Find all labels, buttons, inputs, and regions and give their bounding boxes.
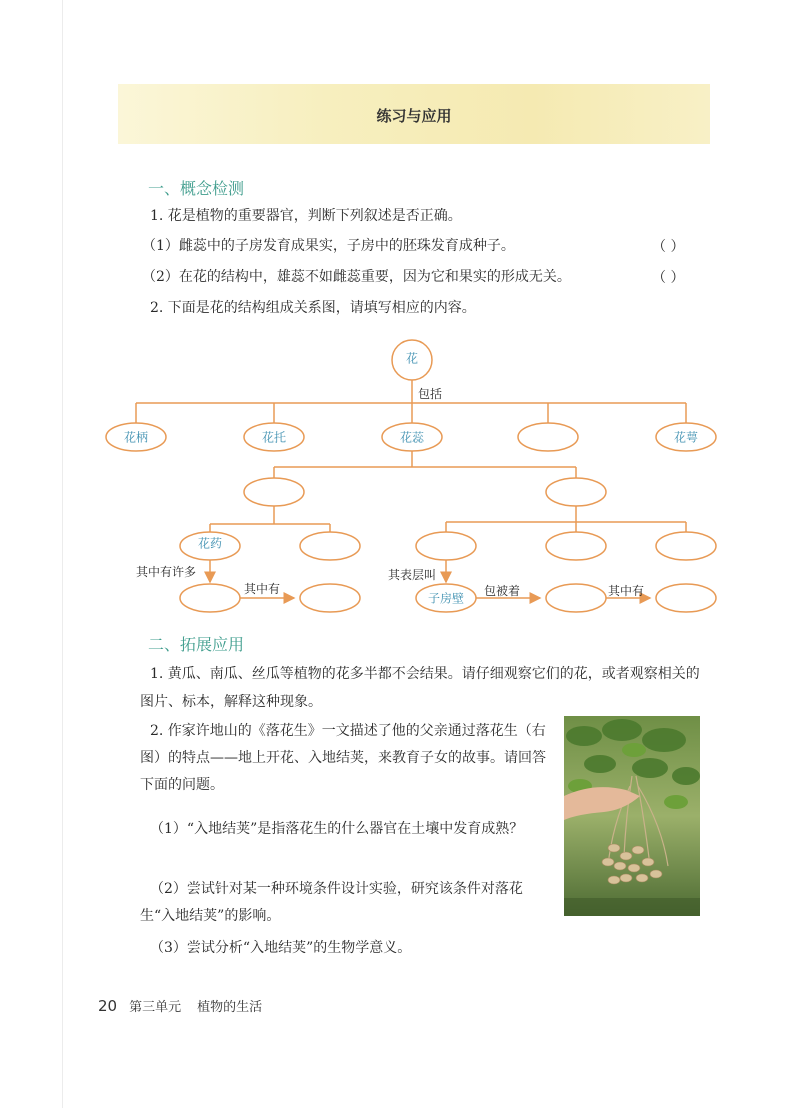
- node-blank-stamen: [244, 478, 304, 506]
- answer-blank-2: （ ）: [652, 270, 685, 286]
- answer-blank-1: （ ）: [652, 239, 685, 255]
- node-blank-pollen: [180, 584, 240, 612]
- node-blank-stigma: [656, 532, 716, 560]
- extension-question-2-3: （3）尝试分析“入地结荚”的生物学意义。: [150, 940, 412, 956]
- node-blank-1: [518, 423, 578, 451]
- node-blank-ovary: [416, 532, 476, 560]
- node-blank-filament: [300, 532, 360, 560]
- node-blank-pistil: [546, 478, 606, 506]
- extension-question-2-2: （2）尝试针对某一种环境条件设计实验，研究该条件对落花生“入地结荚”的影响。: [140, 881, 523, 924]
- page-title: 练习与应用: [376, 107, 452, 125]
- section-heading-extended-application: 二、拓展应用: [148, 635, 245, 654]
- section-heading-concept-check: 一、概念检测: [148, 179, 245, 198]
- unit-name: 第三单元: [129, 1000, 182, 1015]
- node-label-flower-stalk: 花柄: [123, 430, 149, 445]
- label-includes: 包括: [418, 387, 443, 401]
- node-label-ovary-wall: 子房壁: [427, 591, 465, 606]
- question-1: 1. 花是植物的重要器官，判断下列叙述是否正确。: [150, 208, 462, 224]
- node-label-stamen-pistil: 花蕊: [399, 430, 425, 445]
- label-outer-layer: 其表层叫: [388, 568, 437, 582]
- page-footer: [98, 996, 262, 1015]
- unit-topic: 植物的生活: [197, 1000, 263, 1015]
- label-many-inside: 其中有许多: [136, 565, 197, 579]
- label-wrapped: 包被着: [484, 584, 521, 598]
- extension-question-2: 2. 作家许地山的《落花生》一文描述了他的父亲通过落花生（右图）的特点——地上开花、入地结荚，来教育子女的故事。请回答下面的问题。: [140, 723, 546, 793]
- label-has-inside-2: 其中有: [608, 584, 645, 598]
- node-blank-ovule: [546, 584, 606, 612]
- extension-question-2-1: （1）“入地结荚”是指落花生的什么器官在土壤中发育成熟？: [150, 821, 524, 837]
- node-blank-style: [546, 532, 606, 560]
- page-number: 20: [98, 997, 118, 1015]
- node-label-receptacle: 花托: [261, 430, 287, 445]
- question-2: 2. 下面是花的结构组成关系图，请填写相应的内容。: [150, 300, 476, 316]
- node-label-root: 花: [405, 351, 419, 366]
- question-1-a: （1）雌蕊中的子房发育成果实，子房中的胚珠发育成种子。: [142, 238, 515, 254]
- extension-question-1: 1. 黄瓜、南瓜、丝瓜等植物的花多半都不会结果。请仔细观察它们的花，或者观察相关的图片、标本，解释这种现象。: [140, 666, 700, 710]
- node-blank-egg: [656, 584, 716, 612]
- node-label-anther: 花药: [197, 536, 223, 551]
- label-has-inside-1: 其中有: [244, 582, 281, 596]
- question-1-b: （2）在花的结构中，雄蕊不如雌蕊重要，因为它和果实的形成无关。: [142, 269, 571, 285]
- node-label-sepal: 花萼: [673, 430, 699, 445]
- node-blank-sperm: [300, 584, 360, 612]
- peanut-plant-photo: [564, 716, 700, 916]
